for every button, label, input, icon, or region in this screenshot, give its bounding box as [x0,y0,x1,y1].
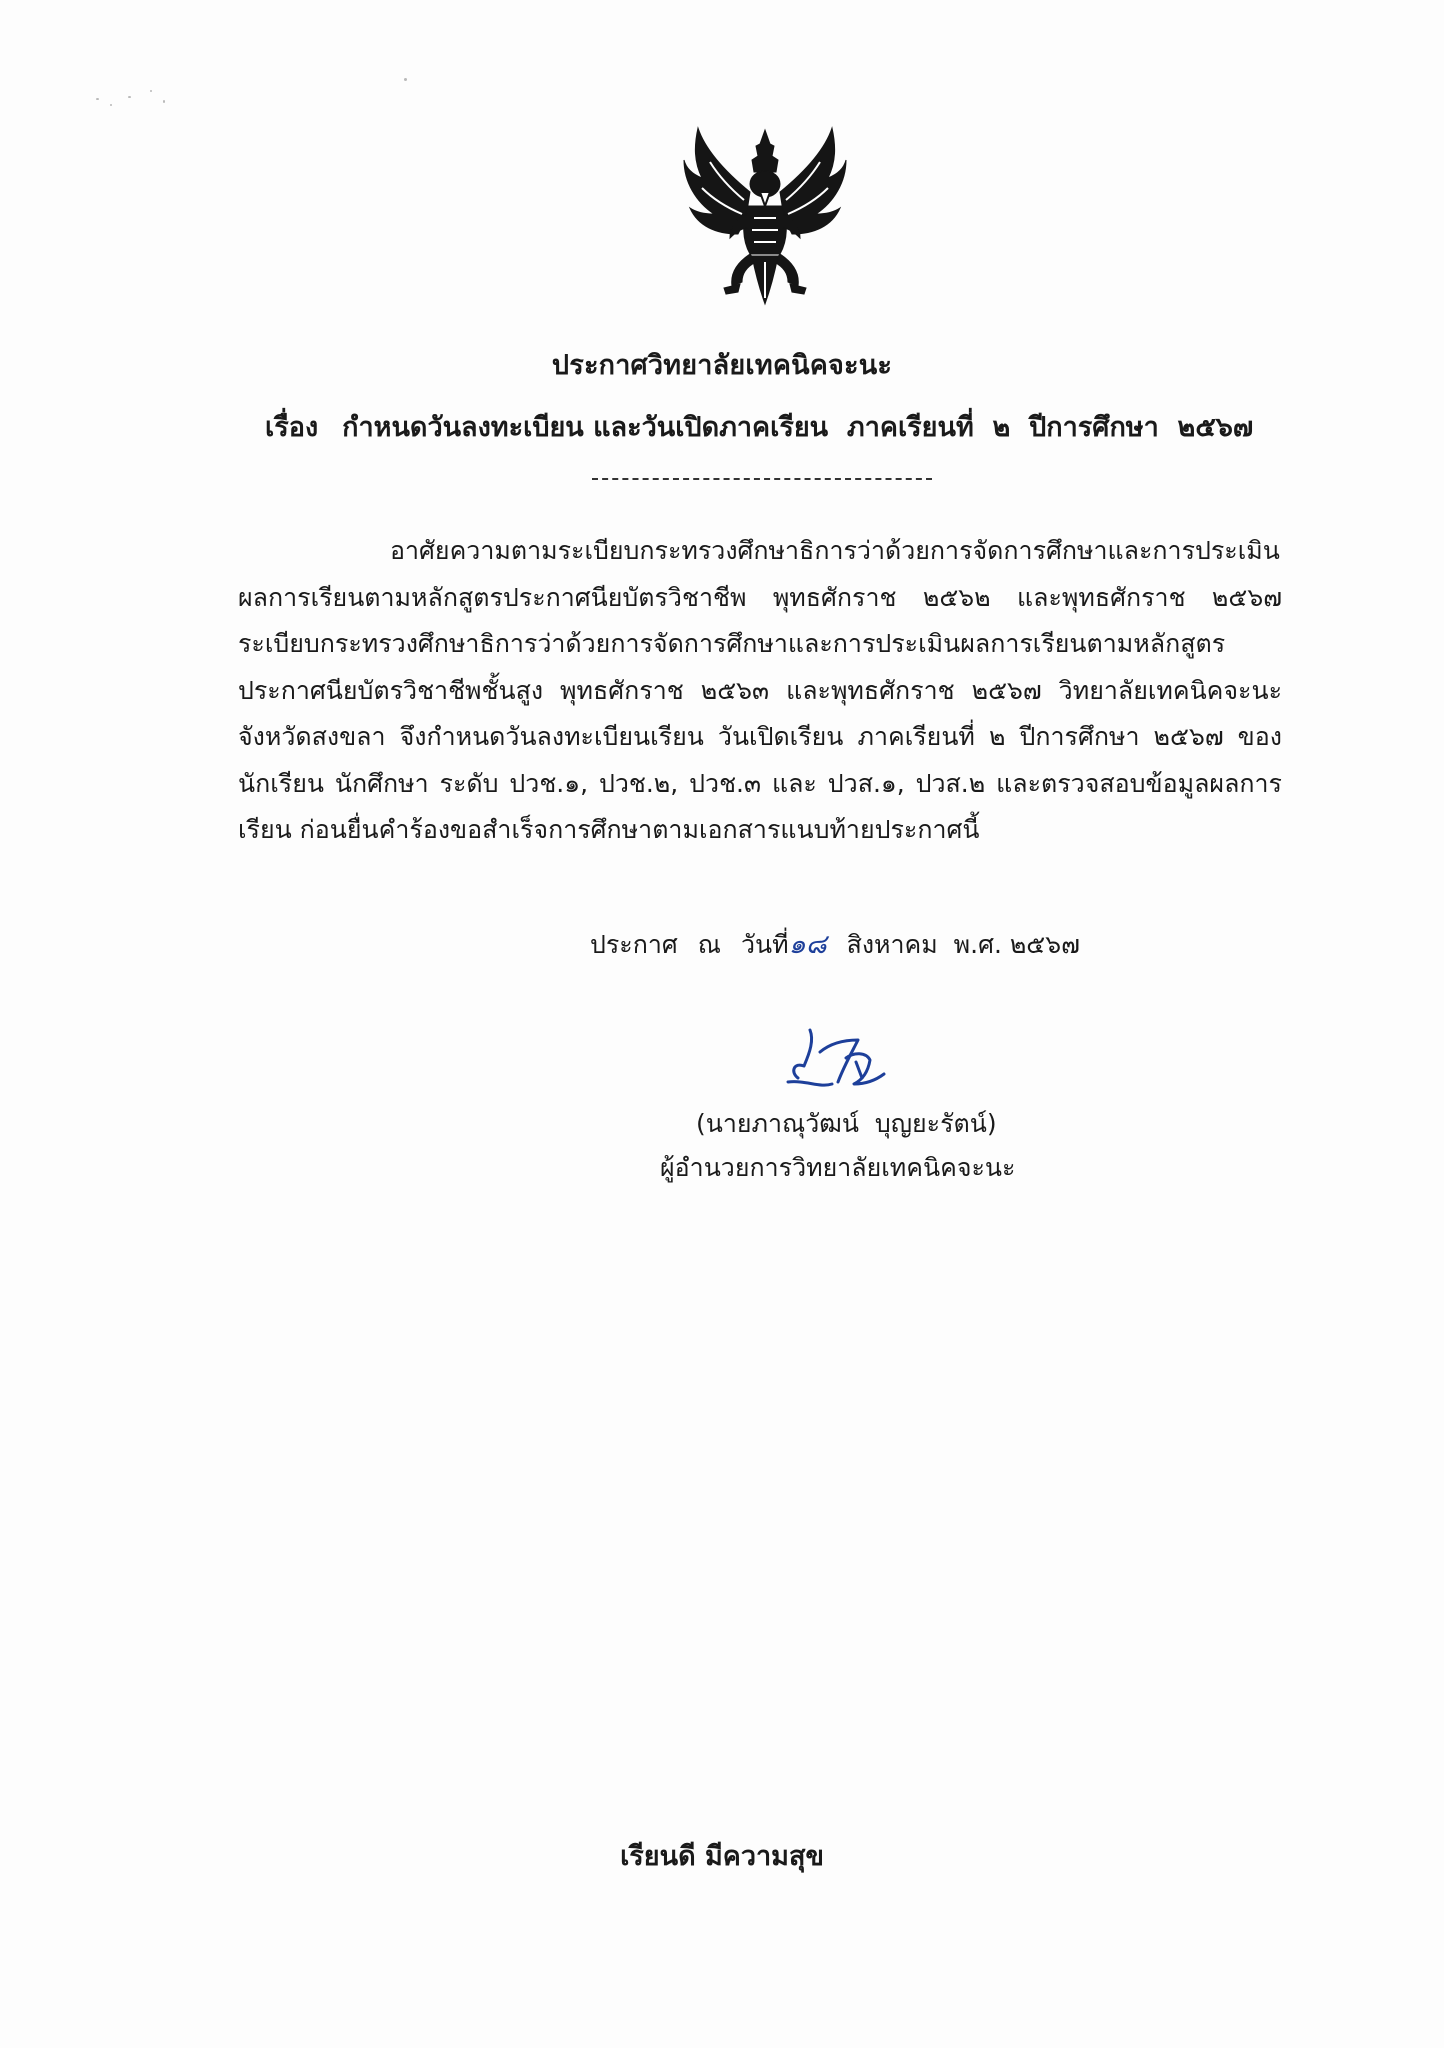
announcement-body [238,528,1282,854]
title-divider [592,478,932,480]
date-announce-label: ประกาศ [590,930,678,959]
date-month-year: สิงหาคม พ.ศ. ๒๕๖๗ [846,930,1080,959]
college-motto: เรียนดี มีความสุข [620,1841,824,1872]
date-at-label: ณ [697,930,721,959]
scan-speck [150,90,152,92]
subject-line [265,405,1253,448]
scan-speck [404,78,407,81]
signer-name: (นายภาณุวัฒน์ บุญยะรัตน์) [696,1109,997,1138]
announcement-date [590,922,1080,965]
scan-speck [96,98,99,100]
handwritten-day: ๑๘ [788,929,827,960]
date-day-label: วันที่ [740,930,789,959]
signer-position: ผู้อำนวยการวิทยาลัยเทคนิคจะนะ [660,1153,1016,1182]
scan-speck [163,100,165,103]
subject-label: เรื่อง [265,412,319,443]
scan-speck [110,104,112,106]
announcement-title: ประกาศวิทยาลัยเทคนิคจะนะ [551,350,893,381]
body-paragraph: อาศัยความตามระเบียบกระทรวงศึกษาธิการว่าด้วยการจัดการศึกษาและการประเมินผลการเรียนตามหลักสูตรประกาศนียบัตรวิชาชีพ พุทธศักราช ๒๕๖๒ และพุทธศักราช ๒๕๖๗ ระเบียบกระทรวงศึกษาธิการว่าด้วยการจัดการศึกษาและการประเมินผลการเรียนตามหลักสูตรประกาศนียบัตรวิชาชีพชั้นสูง พุทธศักราช ๒๕๖๓ และพุทธศักราช ๒๕๖๗ วิทยาลัยเทคนิคจะนะ จังหวัดสงขลา จึงกำหนดวันลงทะเบียนเรียน วันเปิดเรียน ภาคเรียนที่ ๒ ปีการศึกษา ๒๕๖๗ ของนักเรียน นักศึกษา ระดับ ปวช.๑, ปวช.๒, ปวช.๓ และ ปวส.๑, ปวส.๒ และตรวจสอบข้อมูลผลการเรียน ก่อนยื่นคำร้องขอสำเร็จการศึกษาตามเอกสารแนบท้ายประกาศนี้ [238,536,1282,844]
scan-speck [128,96,131,98]
director-signature [780,1022,890,1100]
subject-text: กำหนดวันลงทะเบียน และวันเปิดภาคเรียน ภาคเรียนที่ ๒ ปีการศึกษา ๒๕๖๗ [342,412,1254,443]
garuda-emblem-icon [680,122,850,307]
